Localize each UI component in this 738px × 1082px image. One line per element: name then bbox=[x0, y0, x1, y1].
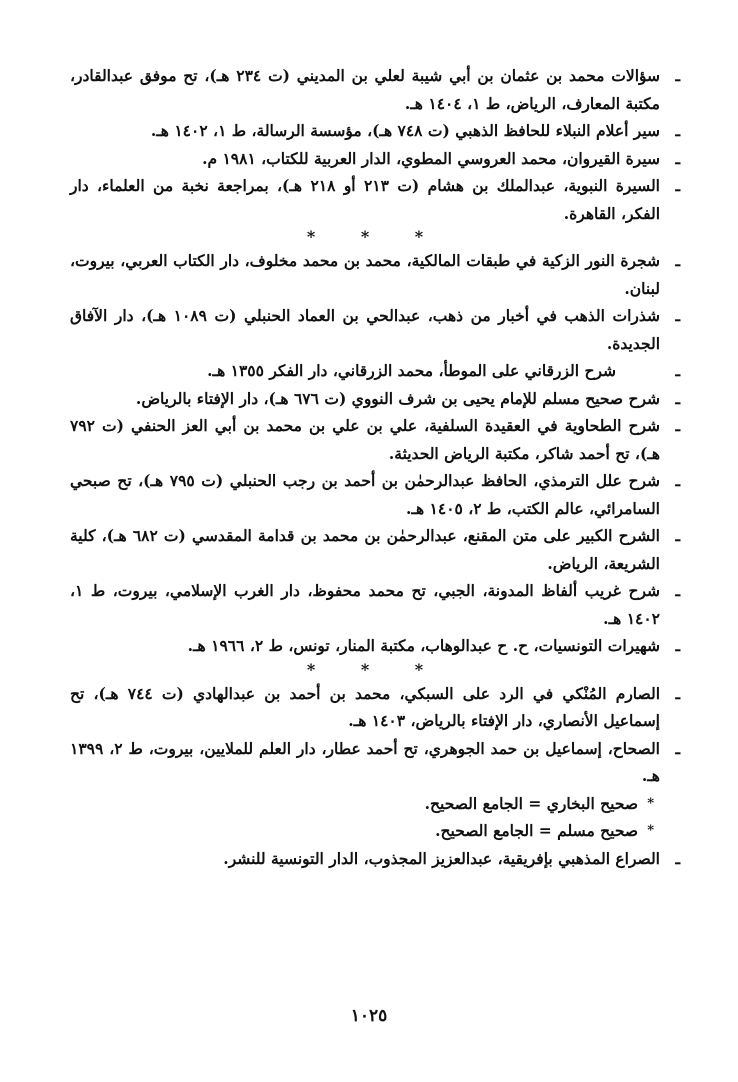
dash-marker: ـ bbox=[675, 306, 680, 325]
entry-text: صحيح مسلم = الجامع الصحيح. bbox=[435, 821, 638, 840]
list-item bbox=[70, 632, 680, 660]
asterisk-marker: * bbox=[647, 795, 654, 811]
entry-text: سير أعلام النبلاء للحافظ الذهبي (ت ٧٤٨ هـ)، مؤسسة الرسالة، ط ١، ١٤٠٢ هـ. bbox=[150, 121, 660, 140]
dash-marker: ـ bbox=[675, 471, 680, 490]
dash-marker: ـ bbox=[675, 148, 680, 168]
dash-marker: ـ bbox=[675, 526, 680, 545]
entry-text: شهيرات التونسيات، ح. ح عبدالوهاب، مكتبة المنار، تونس، ط ٢، ١٩٦٦ هـ. bbox=[187, 636, 660, 655]
dash-marker: ـ bbox=[675, 66, 680, 85]
page-number: ١٠٢٥ bbox=[350, 1006, 388, 1026]
entry-text: شجرة النور الزكية في طبقات المالكية، محمد بن محمد مخلوف، دار الكتاب العربي، بيروت، لبنان. bbox=[70, 251, 660, 298]
list-item bbox=[70, 172, 680, 227]
entry-text: الصحاح، إسماعيل بن حمد الجوهري، تح أحمد عطار، دار العلم للملايين، بيروت، ط ٢، ١٣٩٩ هـ. bbox=[70, 738, 660, 785]
bibliography-list bbox=[70, 62, 680, 872]
list-item bbox=[70, 680, 680, 735]
list-item bbox=[70, 247, 680, 302]
entry-text: شذرات الذهب في أخبار من ذهب، عبدالحي بن العماد الحنبلي (ت ١٠٨٩ هـ)، دار الآفاق الجديدة. bbox=[70, 306, 660, 353]
list-item bbox=[70, 357, 680, 385]
entry-text: الصارم المُنْكي في الرد على السبكي، محمد بن أحمد بن عبدالهادي (ت ٧٤٤ هـ)، تح إسماعيل الأنصاري، دار الإفتاء بالرياض، ١٤٠٣ هـ. bbox=[70, 683, 660, 730]
cross-reference-item bbox=[70, 817, 680, 845]
list-item bbox=[70, 62, 680, 117]
entry-text: سيرة القيروان، محمد العروسي المطوي، الدار العربية للكتاب، ١٩٨١ م. bbox=[202, 148, 660, 168]
dash-marker: ـ bbox=[675, 176, 680, 195]
dash-marker: ـ bbox=[675, 121, 680, 140]
dash-marker: ـ bbox=[675, 636, 680, 655]
dash-marker: ـ bbox=[675, 738, 680, 758]
entry-text: الصراع المذهبي بإفريقية، عبدالعزيز المجذوب، الدار التونسية للنشر. bbox=[223, 848, 660, 868]
entry-text: الشرح الكبير على متن المقنع، عبدالرحمٰن بن محمد بن قدامة المقدسي (ت ٦٨٢ هـ)، كلية الشريعة، الرياض. bbox=[70, 526, 660, 573]
dash-marker: ـ bbox=[675, 251, 680, 270]
entry-text: السيرة النبوية، عبدالملك بن هشام (ت ٢١٣ أو ٢١٨ هـ)، بمراجعة نخبة من العلماء، دار الفكر، القاهرة. bbox=[70, 176, 660, 223]
cross-reference-item bbox=[70, 790, 680, 818]
dash-marker: ـ bbox=[675, 388, 680, 408]
section-separator: * * * bbox=[306, 227, 444, 246]
list-item bbox=[70, 117, 680, 145]
list-item bbox=[70, 302, 680, 357]
dash-marker: ـ bbox=[675, 683, 680, 703]
entry-text: شرح غريب ألفاظ المدونة، الجبي، تح محمد محفوظ، دار الغرب الإسلامي، بيروت، ط ١، ١٤٠٢ هـ. bbox=[70, 581, 660, 628]
list-item bbox=[70, 385, 680, 413]
list-item bbox=[70, 735, 680, 790]
entry-text: شرح الزرقاني على الموطأ، محمد الزرقاني، دار الفكر ١٣٥٥ هـ. bbox=[207, 361, 616, 380]
entry-text: شرح صحيح مسلم للإمام يحيى بن شرف النووي (ت ٦٧٦ هـ)، دار الإفتاء بالرياض. bbox=[135, 388, 660, 408]
asterisk-marker: * bbox=[647, 823, 654, 838]
entry-text: صحيح البخاري = الجامع الصحيح. bbox=[424, 793, 638, 813]
dash-marker: ـ bbox=[675, 581, 680, 600]
list-item bbox=[70, 467, 680, 522]
entry-text: سؤالات محمد بن عثمان بن أبي شيبة لعلي بن المديني (ت ٢٣٤ هـ)، تح موفق عبدالقادر، مكتبة المعارف، الرياض، ط ١، ١٤٠٤ هـ. bbox=[70, 66, 660, 113]
list-item bbox=[70, 577, 680, 632]
dash-marker: ـ bbox=[675, 361, 680, 380]
entry-text: شرح علل الترمذي، الحافظ عبدالرحمٰن بن أحمد بن رجب الحنبلي (ت ٧٩٥ هـ)، تح صبحي السامرائي، عالم الكتب، ط ٢، ١٤٠٥ هـ. bbox=[70, 471, 660, 518]
entry-text: شرح الطحاوية في العقيدة السلفية، علي بن علي بن محمد بن أبي العز الحنفي (ت ٧٩٢ هـ)، تح أحمد شاكر، مكتبة الرياض الحديثة. bbox=[70, 416, 660, 463]
list-item bbox=[70, 145, 680, 173]
list-item bbox=[70, 412, 680, 467]
dash-marker: ـ bbox=[675, 848, 680, 868]
section-separator: * * * bbox=[306, 659, 444, 679]
dash-marker: ـ bbox=[675, 416, 680, 435]
list-item bbox=[70, 522, 680, 577]
list-item bbox=[70, 845, 680, 873]
